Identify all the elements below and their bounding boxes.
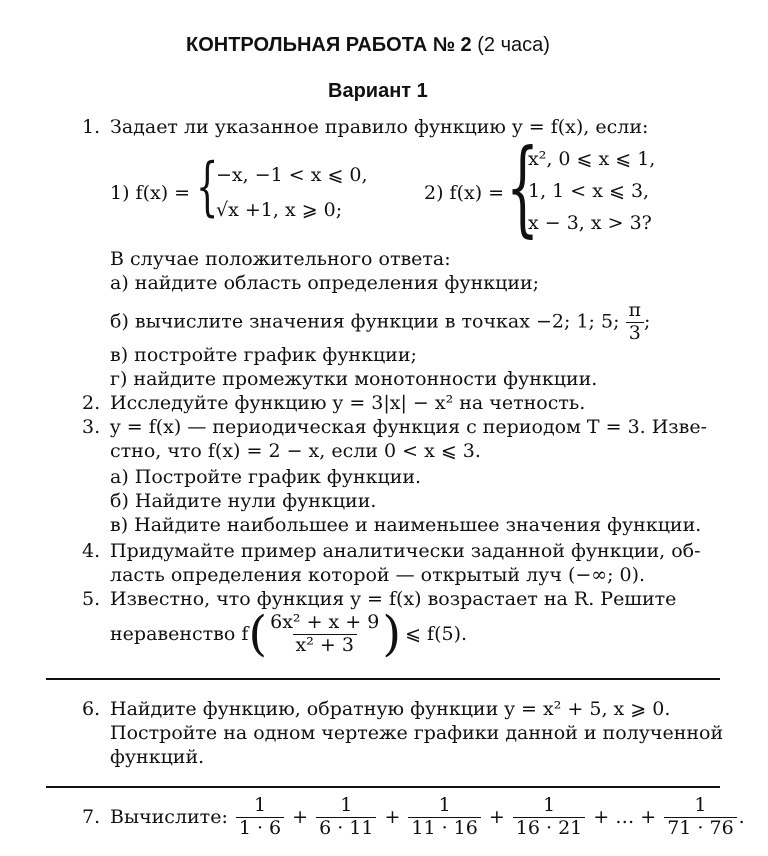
task7-fraction-1-num: 1 xyxy=(253,794,267,816)
task7-fraction-5-num: 1 xyxy=(694,794,707,816)
task7-label: Вычислите: xyxy=(110,806,228,829)
task7-plus-3: + xyxy=(488,806,505,829)
task6-line1: Найдите функцию, обратную функции y = x² + 5, x ⩾ 0. xyxy=(110,698,671,720)
task7-fraction-4-num: 1 xyxy=(542,794,556,816)
task7-fraction-3-den: 11 · 16 xyxy=(408,817,480,840)
task3-line1: y = f(x) — периодическая функция с периодом T = 3. Изве- xyxy=(110,416,708,438)
task5-fraction xyxy=(267,612,382,657)
title-text: КОНТРОЛЬНАЯ РАБОТА № 2 xyxy=(186,34,472,56)
page-title xyxy=(186,34,550,57)
task7-fraction-2-num: 1 xyxy=(340,794,353,816)
divider-2 xyxy=(46,786,720,788)
task7-fraction-2 xyxy=(316,795,376,840)
task5-inequality xyxy=(110,606,468,662)
task1-item-b xyxy=(110,300,650,345)
task7-fraction-3 xyxy=(408,795,480,840)
task3-number: 3. xyxy=(82,416,101,438)
task1-text: Задает ли указанное правило функцию y = f(x), если: xyxy=(110,116,649,138)
task1-item-b-text: б) вычислите значения функции в точках −2; 1; 5; xyxy=(110,310,620,333)
task5-right-paren: ) xyxy=(382,606,402,662)
task7-end: . xyxy=(738,806,745,829)
task1-pi-fraction xyxy=(626,300,645,345)
task1-item-b-end: ; xyxy=(644,310,651,333)
task1-pi-numerator: π xyxy=(628,299,642,321)
task5-prefix: неравенство f xyxy=(110,623,249,645)
task1-f2-case2: 1, 1 < x ⩽ 3, xyxy=(528,180,650,202)
task1-item-a: а) найдите область определения функции; xyxy=(110,272,540,294)
task3-line2: стно, что f(x) = 2 − x, если 0 < x ⩽ 3. xyxy=(110,440,481,462)
task1-f1-label: 1) f(x) = xyxy=(110,182,191,204)
task4-line1: Придумайте пример аналитически заданной функции, об- xyxy=(110,540,701,562)
task1-number: 1. xyxy=(82,116,101,138)
task7-fraction-5 xyxy=(664,795,736,840)
task5-numerator: 6x² + x + 9 xyxy=(270,610,380,633)
task1-f2-case3: x − 3, x > 3? xyxy=(528,212,652,234)
task7-fraction-2-den: 6 · 11 xyxy=(316,817,376,840)
task4-line2: ласть определения которой — открытый луч (−∞; 0). xyxy=(110,564,646,586)
task7-ellipsis: + … + xyxy=(593,806,657,829)
task5-suffix: ⩽ f(5). xyxy=(405,623,468,645)
variant-heading: Вариант 1 xyxy=(328,80,428,102)
task7-fraction-1 xyxy=(236,795,284,840)
task1-f2-label: 2) f(x) = xyxy=(424,182,505,204)
task3-item-a: а) Постройте график функции. xyxy=(110,466,422,488)
task6-line3: функций. xyxy=(110,746,205,768)
task1-f2-case1: x², 0 ⩽ x ⩽ 1, xyxy=(528,148,656,170)
task2-text: Исследуйте функцию y = 3|x| − x² на четность. xyxy=(110,392,586,414)
task1-f1-case2: √x +1, x ⩾ 0; xyxy=(216,199,343,221)
task5-denominator: x² + 3 xyxy=(293,634,357,657)
task5-number: 5. xyxy=(82,588,101,610)
task1-pi-denominator: 3 xyxy=(626,322,644,345)
task7-fraction-5-den: 71 · 76 xyxy=(664,817,736,840)
task3-item-c: в) Найдите наибольшее и наименьшее значения функции. xyxy=(110,514,702,536)
task7-expression xyxy=(110,795,745,840)
task6-line2: Постройте на одном чертеже графики данной и полученной xyxy=(110,722,724,744)
task4-number: 4. xyxy=(82,540,101,562)
divider-1 xyxy=(46,678,720,680)
task3-item-b: б) Найдите нули функции. xyxy=(110,490,377,512)
task1-f1-brace: { xyxy=(196,150,219,224)
task6-number: 6. xyxy=(82,698,101,720)
task1-item-c: в) постройте график функции; xyxy=(110,344,417,366)
task7-fraction-4-den: 16 · 21 xyxy=(513,817,585,840)
task1-f1-case1: −x, −1 < x ⩽ 0, xyxy=(216,164,368,186)
task7-fraction-4 xyxy=(513,795,585,840)
task5-left-paren: ( xyxy=(248,606,268,662)
task7-plus-1: + xyxy=(292,806,309,829)
task5-line1: Известно, что функция y = f(x) возрастает на R. Решите xyxy=(110,588,677,610)
task1-item-d: г) найдите промежутки монотонности функции. xyxy=(110,368,598,390)
title-duration: (2 часа) xyxy=(477,34,550,56)
task7-number: 7. xyxy=(82,806,101,828)
task7-fraction-1-den: 1 · 6 xyxy=(236,817,284,840)
task2-number: 2. xyxy=(82,392,101,414)
task1-intro: В случае положительного ответа: xyxy=(110,248,451,270)
task1-f2-brace: { xyxy=(506,126,540,248)
task7-plus-2: + xyxy=(384,806,401,829)
task7-fraction-3-num: 1 xyxy=(438,794,451,816)
